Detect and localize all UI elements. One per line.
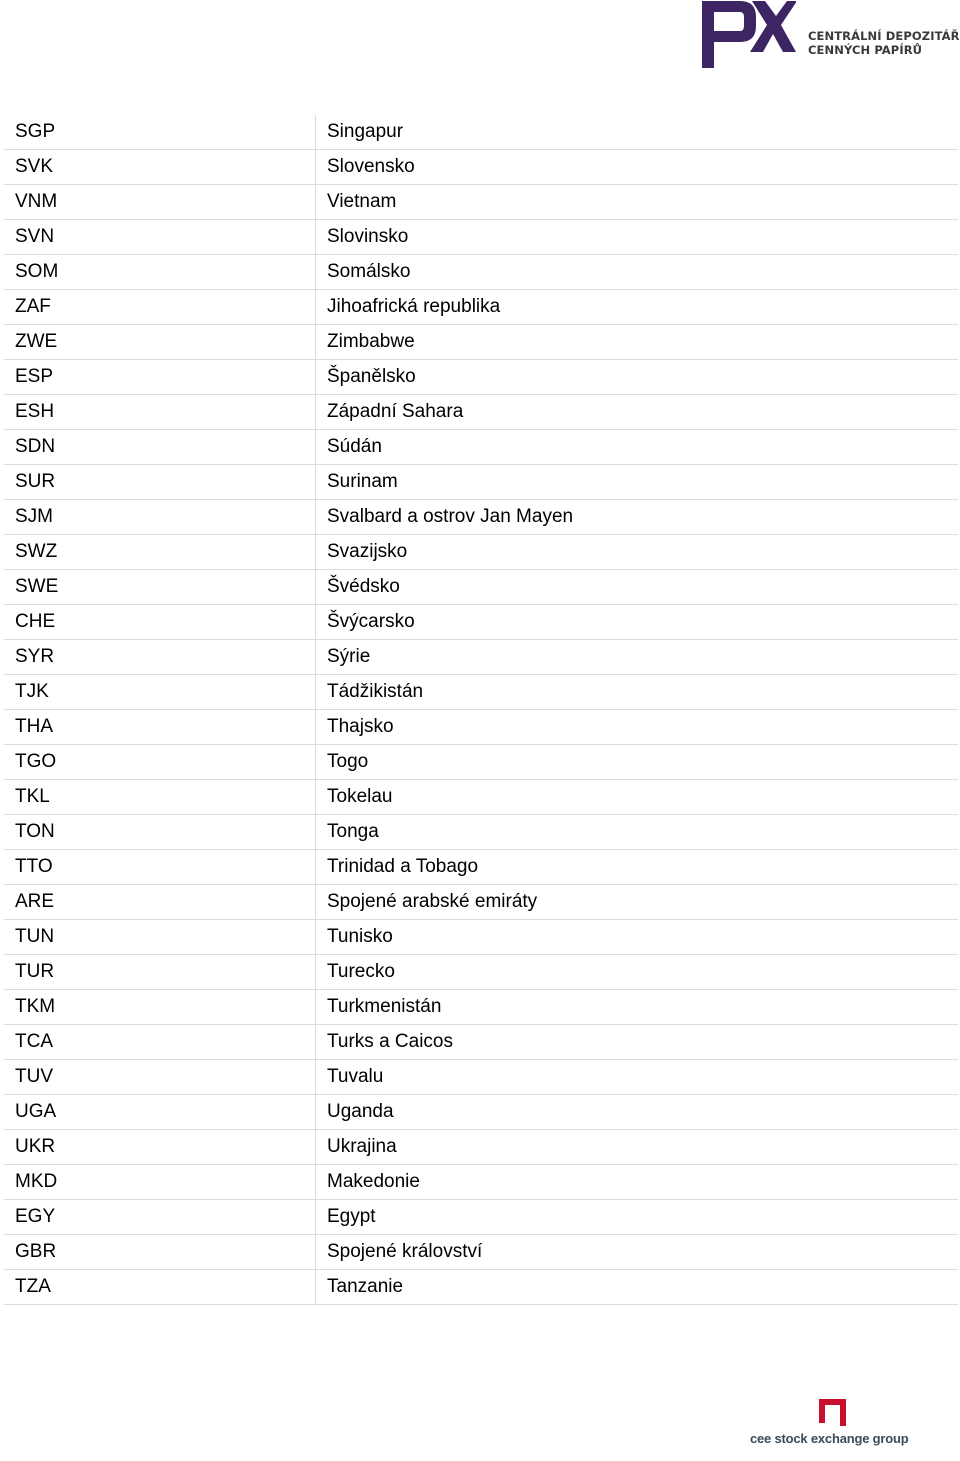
country-name-cell: Jihoafrická republika <box>316 290 959 325</box>
org-name-line-1: CENTRÁLNÍ DEPOZITÁŘ <box>808 29 960 43</box>
country-code-cell: SDN <box>4 430 316 465</box>
country-name-cell: Turks a Caicos <box>316 1025 959 1060</box>
country-name-cell: Turkmenistán <box>316 990 959 1025</box>
country-name-cell: Spojené království <box>316 1235 959 1270</box>
country-code-cell: VNM <box>4 185 316 220</box>
table-row <box>4 220 958 255</box>
country-code-cell: SGP <box>4 115 316 150</box>
country-code-cell: SVK <box>4 150 316 185</box>
country-name-cell: Slovinsko <box>316 220 959 255</box>
country-name-cell: Slovensko <box>316 150 959 185</box>
country-name-cell: Thajsko <box>316 710 959 745</box>
country-code-cell: TON <box>4 815 316 850</box>
cdcp-logo <box>700 0 960 70</box>
country-code-cell: UGA <box>4 1095 316 1130</box>
table-row <box>4 535 958 570</box>
table-row <box>4 815 958 850</box>
country-code-cell: CHE <box>4 605 316 640</box>
country-name-cell: Vietnam <box>316 185 959 220</box>
table-row <box>4 1235 958 1270</box>
table-row <box>4 570 958 605</box>
cee-group-logo <box>748 1394 928 1454</box>
country-code-cell: SVN <box>4 220 316 255</box>
country-code-cell: TCA <box>4 1025 316 1060</box>
table-row <box>4 990 958 1025</box>
table-row <box>4 745 958 780</box>
table-row <box>4 115 958 150</box>
country-name-cell: Švédsko <box>316 570 959 605</box>
country-code-cell: UKR <box>4 1130 316 1165</box>
country-code-cell: SWE <box>4 570 316 605</box>
country-name-cell: Španělsko <box>316 360 959 395</box>
country-name-cell: Surinam <box>316 465 959 500</box>
country-code-cell: ZAF <box>4 290 316 325</box>
country-code-cell: TKM <box>4 990 316 1025</box>
country-code-cell: SWZ <box>4 535 316 570</box>
country-name-cell: Tonga <box>316 815 959 850</box>
table-row <box>4 1130 958 1165</box>
table-row <box>4 1025 958 1060</box>
table-row <box>4 1165 958 1200</box>
country-name-cell: Západní Sahara <box>316 395 959 430</box>
country-name-cell: Tanzanie <box>316 1270 959 1305</box>
table-body <box>4 115 958 1305</box>
country-name-cell: Somálsko <box>316 255 959 290</box>
country-code-cell: TJK <box>4 675 316 710</box>
country-name-cell: Sýrie <box>316 640 959 675</box>
country-name-cell: Togo <box>316 745 959 780</box>
table-row <box>4 150 958 185</box>
country-code-cell: TUN <box>4 920 316 955</box>
country-code-cell: MKD <box>4 1165 316 1200</box>
country-name-cell: Singapur <box>316 115 959 150</box>
country-code-cell: THA <box>4 710 316 745</box>
table-row <box>4 430 958 465</box>
country-name-cell: Uganda <box>316 1095 959 1130</box>
table-row <box>4 920 958 955</box>
group-name: cee stock exchange group <box>750 1431 909 1446</box>
country-code-cell: TKL <box>4 780 316 815</box>
table-row <box>4 255 958 290</box>
country-name-cell: Svazijsko <box>316 535 959 570</box>
country-name-cell: Spojené arabské emiráty <box>316 885 959 920</box>
table-row <box>4 1270 958 1305</box>
table-row <box>4 395 958 430</box>
country-code-cell: SYR <box>4 640 316 675</box>
country-name-cell: Švýcarsko <box>316 605 959 640</box>
country-name-cell: Makedonie <box>316 1165 959 1200</box>
country-code-cell: ZWE <box>4 325 316 360</box>
table-row <box>4 640 958 675</box>
country-name-cell: Tunisko <box>316 920 959 955</box>
country-code-cell: ARE <box>4 885 316 920</box>
country-code-cell: SJM <box>4 500 316 535</box>
country-code-cell: ESP <box>4 360 316 395</box>
country-code-cell: GBR <box>4 1235 316 1270</box>
country-code-cell: TUR <box>4 955 316 990</box>
table-row <box>4 885 958 920</box>
table-row <box>4 850 958 885</box>
table-row <box>4 290 958 325</box>
table-row <box>4 1060 958 1095</box>
org-name-line-2: CENNÝCH PAPÍRŮ <box>808 43 923 57</box>
table-row <box>4 955 958 990</box>
cee-logo-icon <box>817 1397 849 1429</box>
country-name-cell: Zimbabwe <box>316 325 959 360</box>
country-code-cell: TUV <box>4 1060 316 1095</box>
table-row <box>4 185 958 220</box>
country-name-cell: Súdán <box>316 430 959 465</box>
table-row <box>4 465 958 500</box>
table-row <box>4 1095 958 1130</box>
country-code-cell: ESH <box>4 395 316 430</box>
table-row <box>4 605 958 640</box>
country-code-cell: TTO <box>4 850 316 885</box>
country-code-cell: TZA <box>4 1270 316 1305</box>
country-name-cell: Turecko <box>316 955 959 990</box>
country-code-table <box>4 115 958 1305</box>
table-row <box>4 675 958 710</box>
country-name-cell: Svalbard a ostrov Jan Mayen <box>316 500 959 535</box>
table-row <box>4 780 958 815</box>
country-name-cell: Tádžikistán <box>316 675 959 710</box>
table-row <box>4 710 958 745</box>
px-logo-icon <box>700 0 796 70</box>
table-row <box>4 325 958 360</box>
country-code-cell: SUR <box>4 465 316 500</box>
table-row <box>4 1200 958 1235</box>
country-code-cell: EGY <box>4 1200 316 1235</box>
country-name-cell: Tokelau <box>316 780 959 815</box>
country-name-cell: Tuvalu <box>316 1060 959 1095</box>
table-row <box>4 500 958 535</box>
country-code-cell: SOM <box>4 255 316 290</box>
country-name-cell: Egypt <box>316 1200 959 1235</box>
table-row <box>4 360 958 395</box>
country-name-cell: Ukrajina <box>316 1130 959 1165</box>
country-code-cell: TGO <box>4 745 316 780</box>
country-name-cell: Trinidad a Tobago <box>316 850 959 885</box>
